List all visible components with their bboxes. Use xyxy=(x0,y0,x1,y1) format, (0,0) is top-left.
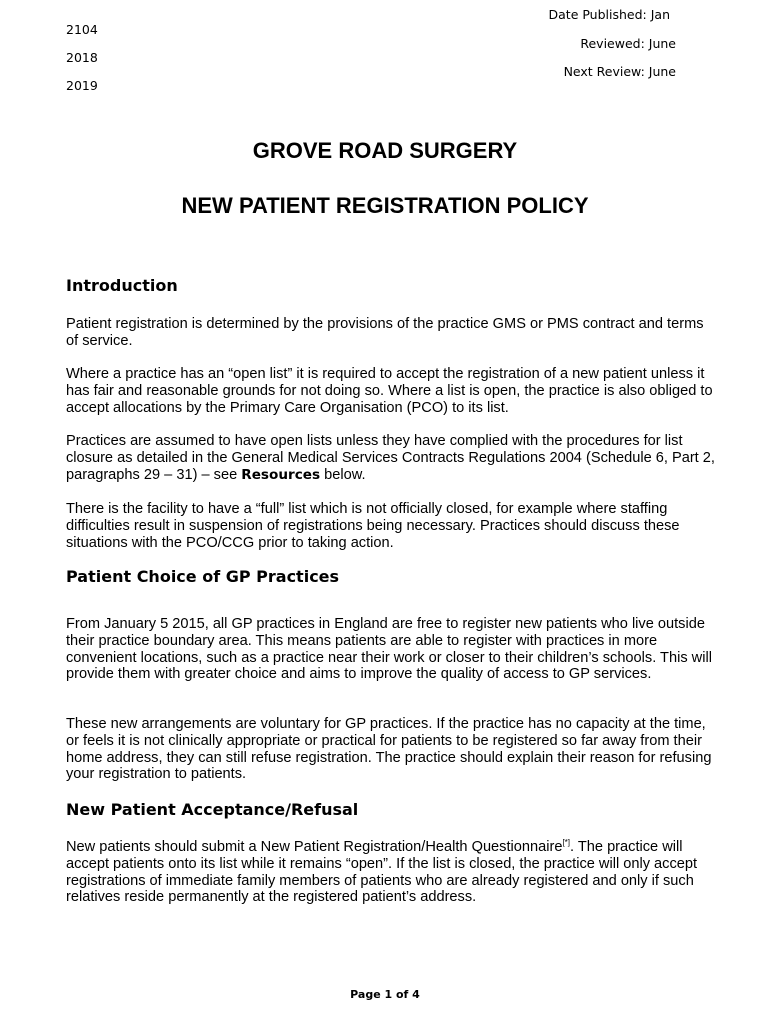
patient-choice-paragraph-1: From January 5 2015, all GP practices in England are free to register new patients who live outside their practice boundary area. This means patients are able to register with practices in more convenient locations, such as a practice near their work or closer to their children’s schools. This will provide them with greater choice and aims to improve the quality of access to GP services. xyxy=(66,616,712,683)
introduction-paragraph-2: Where a practice has an “open list” it is required to accept the registration of a new patient unless it has fair and reasonable grounds for not doing so. Where a list is open, the practice is also obliged to accept allocations by the Primary Care Organisation (PCO) to its list. xyxy=(66,366,713,416)
introduction-paragraph-4: There is the facility to have a “full” list which is not officially closed, for example where staffing difficulties result in suspension of registrations being necessary. Practices should discuss these situations with the PCO/CCG prior to taking action. xyxy=(66,501,680,551)
introduction-paragraph-3: Practices are assumed to have open lists unless they have complied with the procedures for list closure as detailed in the General Medical Services Contracts Regulations 2004 (Schedule 6, Part 2, paragraphs 29 – 31) – see Resources below. xyxy=(66,433,715,483)
patient-choice-paragraph-2: These new arrangements are voluntary for GP practices. If the practice has no capacity at the time, or feels it is not clinically appropriate or practical for patients to be registered so far away from their home address, they can still refuse registration. The practice should explain their reason for refusing your registration to patients. xyxy=(66,716,712,783)
footnote-reference[interactable]: [*] xyxy=(562,838,571,847)
header-left-line-2: 2018 xyxy=(66,50,98,65)
header-left-line-1: 2104 xyxy=(66,22,98,37)
patient-choice-heading: Patient Choice of GP Practices xyxy=(66,567,340,586)
acceptance-paragraph-1: New patients should submit a New Patient Registration/Health Questionnaire[*]. The practice will accept patients onto its list while it remains “open”. If the list is closed, the practice will only accept registrations of immediate family members of patients who are already registered and only if such relatives reside permanently at the registered patient’s address. xyxy=(66,838,698,906)
document-subtitle: NEW PATIENT REGISTRATION POLICY xyxy=(181,193,589,218)
document-title: GROVE ROAD SURGERY xyxy=(252,138,518,163)
next-review-date: Next Review: June xyxy=(563,64,676,79)
date-published: Date Published: Jan xyxy=(548,7,670,22)
header-left-line-3: 2019 xyxy=(66,78,98,93)
reviewed-date: Reviewed: June xyxy=(580,36,676,51)
page-number: Page 1 of 4 xyxy=(350,988,420,1001)
introduction-heading: Introduction xyxy=(66,276,178,295)
acceptance-heading: New Patient Acceptance/Refusal xyxy=(66,800,359,819)
resources-reference: Resources xyxy=(241,466,321,483)
introduction-paragraph-1: Patient registration is determined by the provisions of the practice GMS or PMS contract and terms of service. xyxy=(66,316,704,349)
